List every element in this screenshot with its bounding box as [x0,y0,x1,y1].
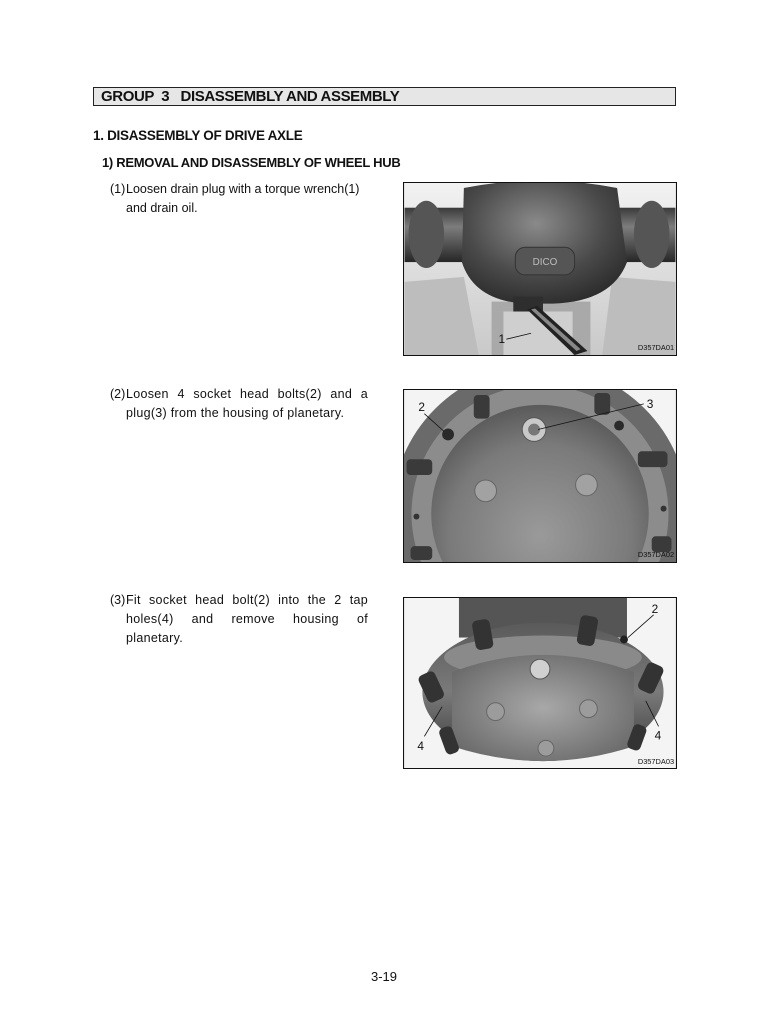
figure-code: D357DA03 [637,757,675,767]
step-2 [110,385,368,423]
step-number: (3) [110,593,126,607]
section-title: 1. DISASSEMBLY OF DRIVE AXLE [93,128,303,143]
callout-4: 4 [417,739,425,754]
callout-1: 1 [498,332,506,347]
step-1 [110,180,368,218]
group-header [93,87,676,106]
step-number: (2) [110,387,126,401]
figure-drain-plug-photo [403,182,677,356]
axle-housing-illustration [404,183,676,355]
callout-2: 2 [651,601,659,616]
callout-2: 2 [418,399,426,414]
step-text: Loosen 4 socket head bolts(2) and a plug(3) from the housing of planetary. [126,387,368,420]
casting-logo: DICO [532,257,558,269]
figure-code: D357DA01 [637,343,675,353]
step-text: Loosen drain plug with a torque wrench(1) and drain oil. [126,182,360,215]
figure-remove-housing-photo [403,597,677,769]
figure-planetary-cover-photo [403,389,677,563]
planetary-cover-illustration [404,390,676,562]
callout-4: 4 [654,728,662,743]
group-title: GROUP 3 DISASSEMBLY AND ASSEMBLY [101,88,400,105]
subsection-title: 1) REMOVAL AND DISASSEMBLY OF WHEEL HUB [102,155,401,170]
step-text: Fit socket head bolt(2) into the 2 tap holes(4) and remove housing of planetary. [126,593,368,645]
step-number: (1) [110,182,126,196]
planetary-housing-illustration [404,598,676,768]
step-3 [110,591,368,648]
callout-3: 3 [646,396,654,411]
page-number: 3-19 [370,969,398,984]
figure-code: D357DA02 [637,550,675,560]
